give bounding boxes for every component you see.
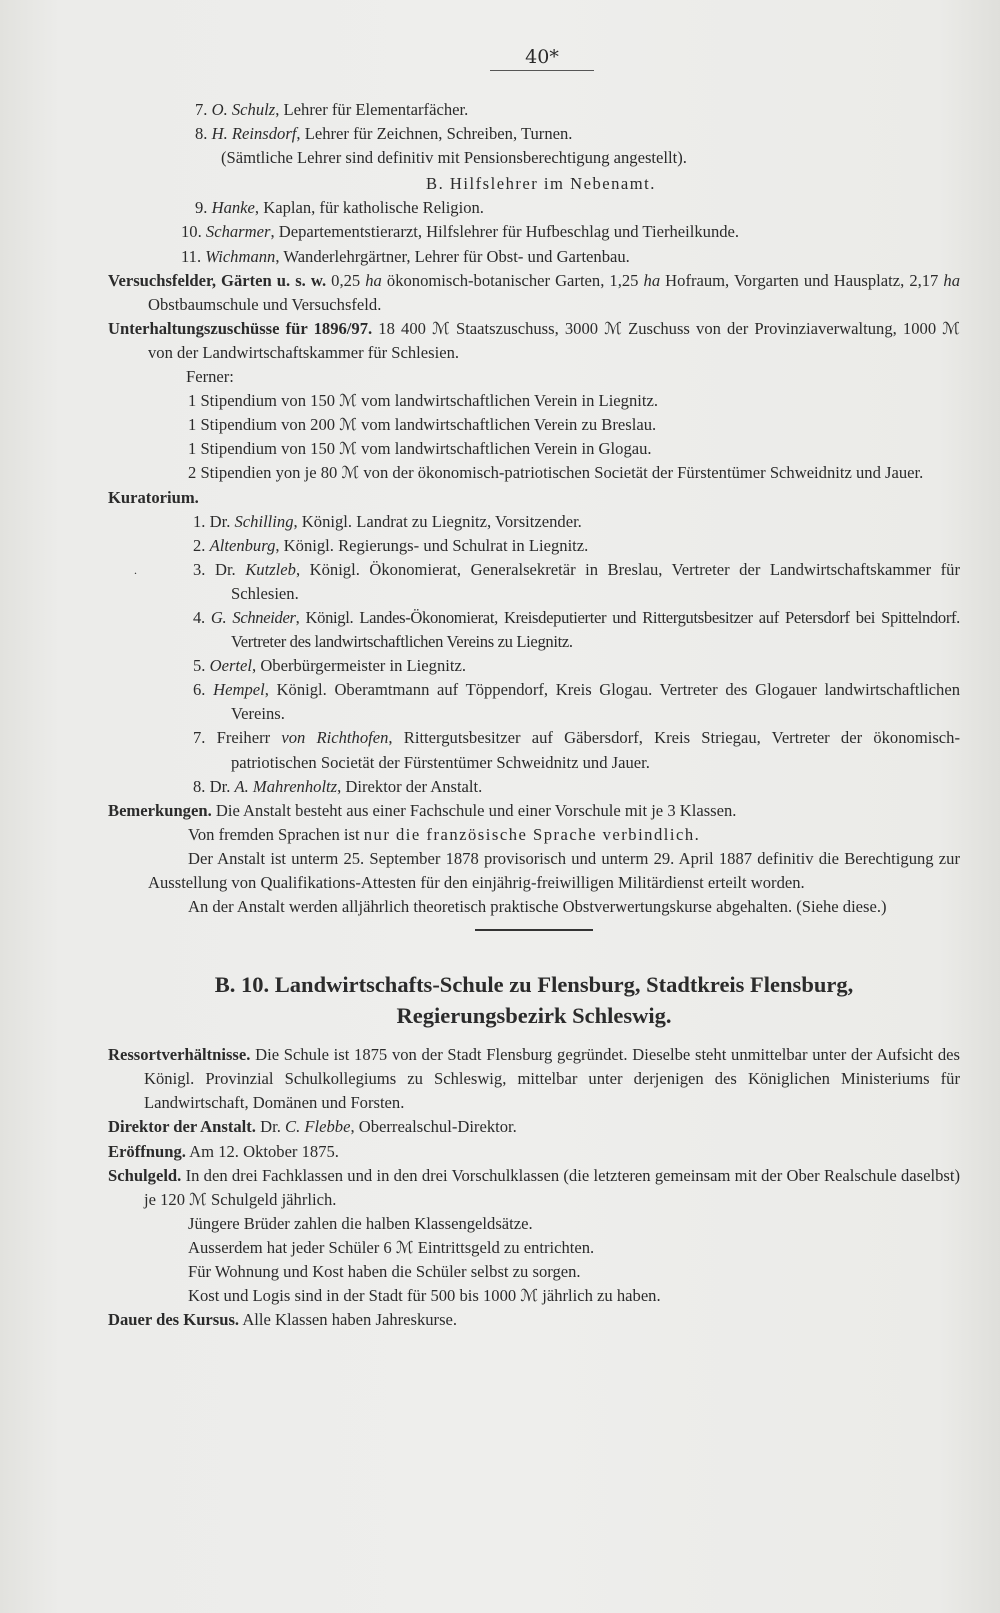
stipend-4: 2 Stipendien yon je 80 ℳ von der ökonomisch-patriotischen Societät der Fürstentümer Schweidnitz und Jauer. — [188, 463, 924, 483]
unit-ha: ha — [643, 270, 661, 290]
kurator-7 — [108, 726, 960, 774]
heading-line-2: Regierungsbezirk Schleswig. — [396, 1003, 672, 1029]
eroeffnung-line — [108, 1140, 960, 1164]
page-number: 40* — [490, 46, 594, 71]
teacher-role: , Wanderlehrgärtner, Lehrer für Obst- und Gartenbau. — [275, 246, 630, 266]
person-role: , Königl. Regierungs- und Schulrat in Liegnitz. — [275, 535, 589, 555]
person-name: C. Flebbe — [285, 1117, 351, 1137]
teacher-role: , Lehrer für Zeichnen, Schreiben, Turnen. — [296, 124, 573, 144]
bemerkungen-paragraph — [108, 799, 960, 823]
schulgeld-paragraph — [108, 1164, 960, 1212]
text-run: Von fremden Sprachen ist — [188, 824, 364, 844]
stipend-3: 1 Stipendium von 150 ℳ vom landwirtschaftlichen Verein in Glogau. — [188, 439, 652, 459]
teacher-name: Hanke — [211, 198, 255, 218]
item-number: 10. — [181, 222, 202, 242]
section-label: Unterhaltungszuschüsse für 1896/97. — [108, 318, 373, 338]
section-text: 18 400 ℳ Staatszuschuss, 3000 ℳ Zuschuss von der Provinziaverwaltung, 1000 ℳ von der Landwirtschaftskammer für Schlesien. — [148, 318, 961, 362]
item-number: 3. — [193, 559, 206, 579]
person-name: Oertel — [209, 656, 253, 676]
schulgeld-board: Kost und Logis sind in der Stadt für 500 bis 1000 ℳ jährlich zu haben. — [188, 1286, 661, 1306]
item-number: 2. — [193, 535, 206, 555]
person-role: , Königl. Landes-Ökonomierat, Kreisdeputierter und Rittergutsbesitzer auf Petersdorf bei Spittelndorf. Vertreter des landwirtschaftlichen Vereins zu Liegnitz. — [231, 607, 960, 652]
title: Dr. — [255, 1117, 286, 1137]
item-number: 11. — [181, 246, 202, 266]
kurator-1 — [108, 510, 960, 534]
section-label: Bemerkungen. — [108, 800, 212, 820]
person-role: , Direktor der Anstalt. — [337, 776, 483, 796]
section-divider — [475, 929, 593, 931]
teacher-note: (Sämtliche Lehrer sind definitiv mit Pensionsberechtigung angestellt). — [221, 148, 687, 168]
person-name: Altenburg — [209, 535, 276, 555]
section-heading — [108, 969, 960, 1031]
item-number: 7. — [195, 100, 208, 119]
teacher-10 — [108, 220, 960, 244]
bemerk-obstkurse: An der Anstalt werden alljährlich theoretisch praktische Obstverwertungskurse abgehalten. (Siehe diese.) — [188, 897, 887, 917]
teacher-name: O. Schulz — [211, 100, 276, 119]
item-number: 5. — [193, 656, 206, 676]
unit-ha: ha — [943, 270, 961, 290]
section-label: Versuchsfelder, Gärten u. s. w. — [108, 270, 327, 290]
teacher-name: Wichmann — [205, 246, 276, 266]
teacher-7 — [108, 98, 960, 122]
person-name: A. Mahrenholtz — [234, 776, 338, 796]
person-role: , Oberrealschul-Direktor. — [350, 1117, 517, 1137]
person-name: Kutzleb — [245, 559, 296, 579]
section-text: Am 12. Oktober 1875. — [185, 1141, 339, 1161]
kurator-2 — [108, 534, 960, 558]
section-label: Eröffnung. — [108, 1141, 186, 1161]
teacher-role: , Departementstierarzt, Hilfslehrer für Hufbeschlag und Tierheilkunde. — [270, 222, 740, 242]
item-number: 6. — [193, 680, 206, 700]
item-number: 9. — [195, 198, 208, 218]
title: Dr. — [209, 776, 235, 796]
section-text: Alle Klassen haben Jahreskurse. — [239, 1310, 458, 1330]
unterhalt-paragraph — [108, 317, 960, 365]
ferner: Ferner: — [186, 367, 234, 387]
item-number: 4. — [193, 607, 205, 627]
person-role: , Königl. Ökonomierat, Generalsekretär in Breslau, Vertreter der Landwirtschaftskammer für Schlesien. — [231, 559, 960, 603]
spaced-emphasis: nur die französische Sprache verbindlich. — [363, 824, 701, 844]
kurator-3: . 3. Dr. Kutzleb, Königl. Ökonomierat, Generalsekretär in Breslau, Vertreter der Landwirtschaftskammer für Schlesien. — [134, 559, 960, 603]
title: Dr. — [214, 559, 246, 579]
text-run: ökonomisch-botanischer Garten, 1,25 — [381, 270, 644, 290]
teacher-role: , Kaplan, für katholische Religion. — [254, 198, 484, 218]
person-role: , Oberbürgermeister in Liegnitz. — [252, 656, 466, 676]
teacher-name: H. Reinsdorf — [211, 124, 297, 144]
teacher-9 — [108, 196, 960, 220]
section-label: Dauer des Kursus. — [108, 1310, 240, 1330]
section-label: Schulgeld. — [108, 1165, 182, 1185]
person-role: , Königl. Oberamtmann auf Töppendorf, Kreis Glogau. Vertreter des Glogauer landwirtschaftlichen Vereins. — [231, 680, 961, 724]
person-role: , Königl. Landrat zu Liegnitz, Vorsitzender. — [293, 511, 582, 531]
direktor-line — [108, 1115, 960, 1139]
section-text: Die Schule ist 1875 von der Stadt Flensburg gegründet. Dieselbe steht unmittelbar unter der Aufsicht des Königl. Provinzial Schulkollegiums zu Schleswig, mittelbar unter derjenigen des Königlichen Ministeriums für Landwirtschaft, Domänen und Forsten. — [144, 1045, 960, 1113]
schulgeld-entry-fee: Ausserdem hat jeder Schüler 6 ℳ Eintrittsgeld zu entrichten. — [188, 1237, 595, 1257]
kurator-5 — [108, 654, 960, 678]
item-number: 8. — [195, 124, 208, 144]
teacher-11 — [108, 245, 960, 269]
person-name: Schilling — [234, 511, 294, 531]
kurator-6 — [108, 678, 960, 726]
teacher-role: , Lehrer für Elementarfächer. — [275, 100, 469, 119]
text-run: Obstbaumschule und Versuchsfeld. — [148, 294, 382, 314]
kuratorium-label: Kuratorium. — [108, 487, 199, 507]
item-number: 1. — [193, 511, 206, 531]
unit-ha: ha — [365, 270, 382, 290]
heading-line-1: B. 10. Landwirtschafts-Schule zu Flensburg, Stadtkreis Flensburg, — [214, 972, 854, 998]
title: Dr. — [209, 511, 235, 531]
section-text: Die Anstalt besteht aus einer Fachschule und einer Vorschule mit je 3 Klassen. — [211, 800, 737, 820]
schulgeld-housing: Für Wohnung und Kost haben die Schüler selbst zu sorgen. — [188, 1262, 581, 1282]
page-text — [108, 98, 960, 1332]
person-name: Hempel — [213, 680, 265, 700]
teacher-name: Scharmer — [205, 222, 271, 242]
bemerk-berechtigung: Der Anstalt ist unterm 25. September 1878 provisorisch und unterm 29. April 1887 definitiv die Berechtigung zur Ausstellung von Qualifikations-Attesten für den einjährig-freiwilligen Militärdienst erteilt worden. — [148, 848, 960, 892]
stipend-2: 1 Stipendium von 200 ℳ vom landwirtschaftlichen Verein zu Breslau. — [188, 415, 657, 435]
person-name: von Richthofen — [281, 728, 389, 748]
section-label: Direktor der Anstalt. — [108, 1117, 256, 1137]
ressort-paragraph — [108, 1043, 960, 1115]
schulgeld-brothers: Jüngere Brüder zahlen die halben Klassengeldsätze. — [188, 1213, 533, 1233]
stipend-1: 1 Stipendium von 150 ℳ vom landwirtschaftlichen Verein in Liegnitz. — [188, 391, 658, 411]
kurator-8 — [108, 775, 960, 799]
dauer-line — [108, 1308, 960, 1332]
person-role: , Rittergutsbesitzer auf Gäbersdorf, Kreis Striegau, Vertreter der ökonomisch-patriotischen Societät der Fürstentümer Schweidnitz und Jauer. — [231, 728, 960, 772]
teacher-8 — [108, 122, 960, 146]
text-run: Hofraum, Vorgarten und Hausplatz, 2,17 — [660, 270, 944, 290]
section-label: Ressortverhältnisse. — [108, 1045, 251, 1065]
kurator-4 — [108, 606, 960, 654]
bemerk-languages — [108, 823, 960, 847]
item-number: 8. — [193, 776, 206, 796]
person-name: G. Schneider — [210, 607, 296, 627]
section-hilfslehrer: B. Hilfslehrer im Nebenamt. — [426, 174, 656, 194]
versuchsfelder-paragraph — [108, 269, 960, 317]
text-run: 0,25 — [326, 270, 366, 290]
title: Freiherr — [216, 728, 282, 748]
section-text: In den drei Fachklassen und in den drei Vorschulklassen (die letzteren gemeinsam mit der Ober Realschule daselbst) je 120 ℳ Schulgeld jährlich. — [144, 1165, 960, 1209]
item-number: 7. — [193, 728, 206, 748]
